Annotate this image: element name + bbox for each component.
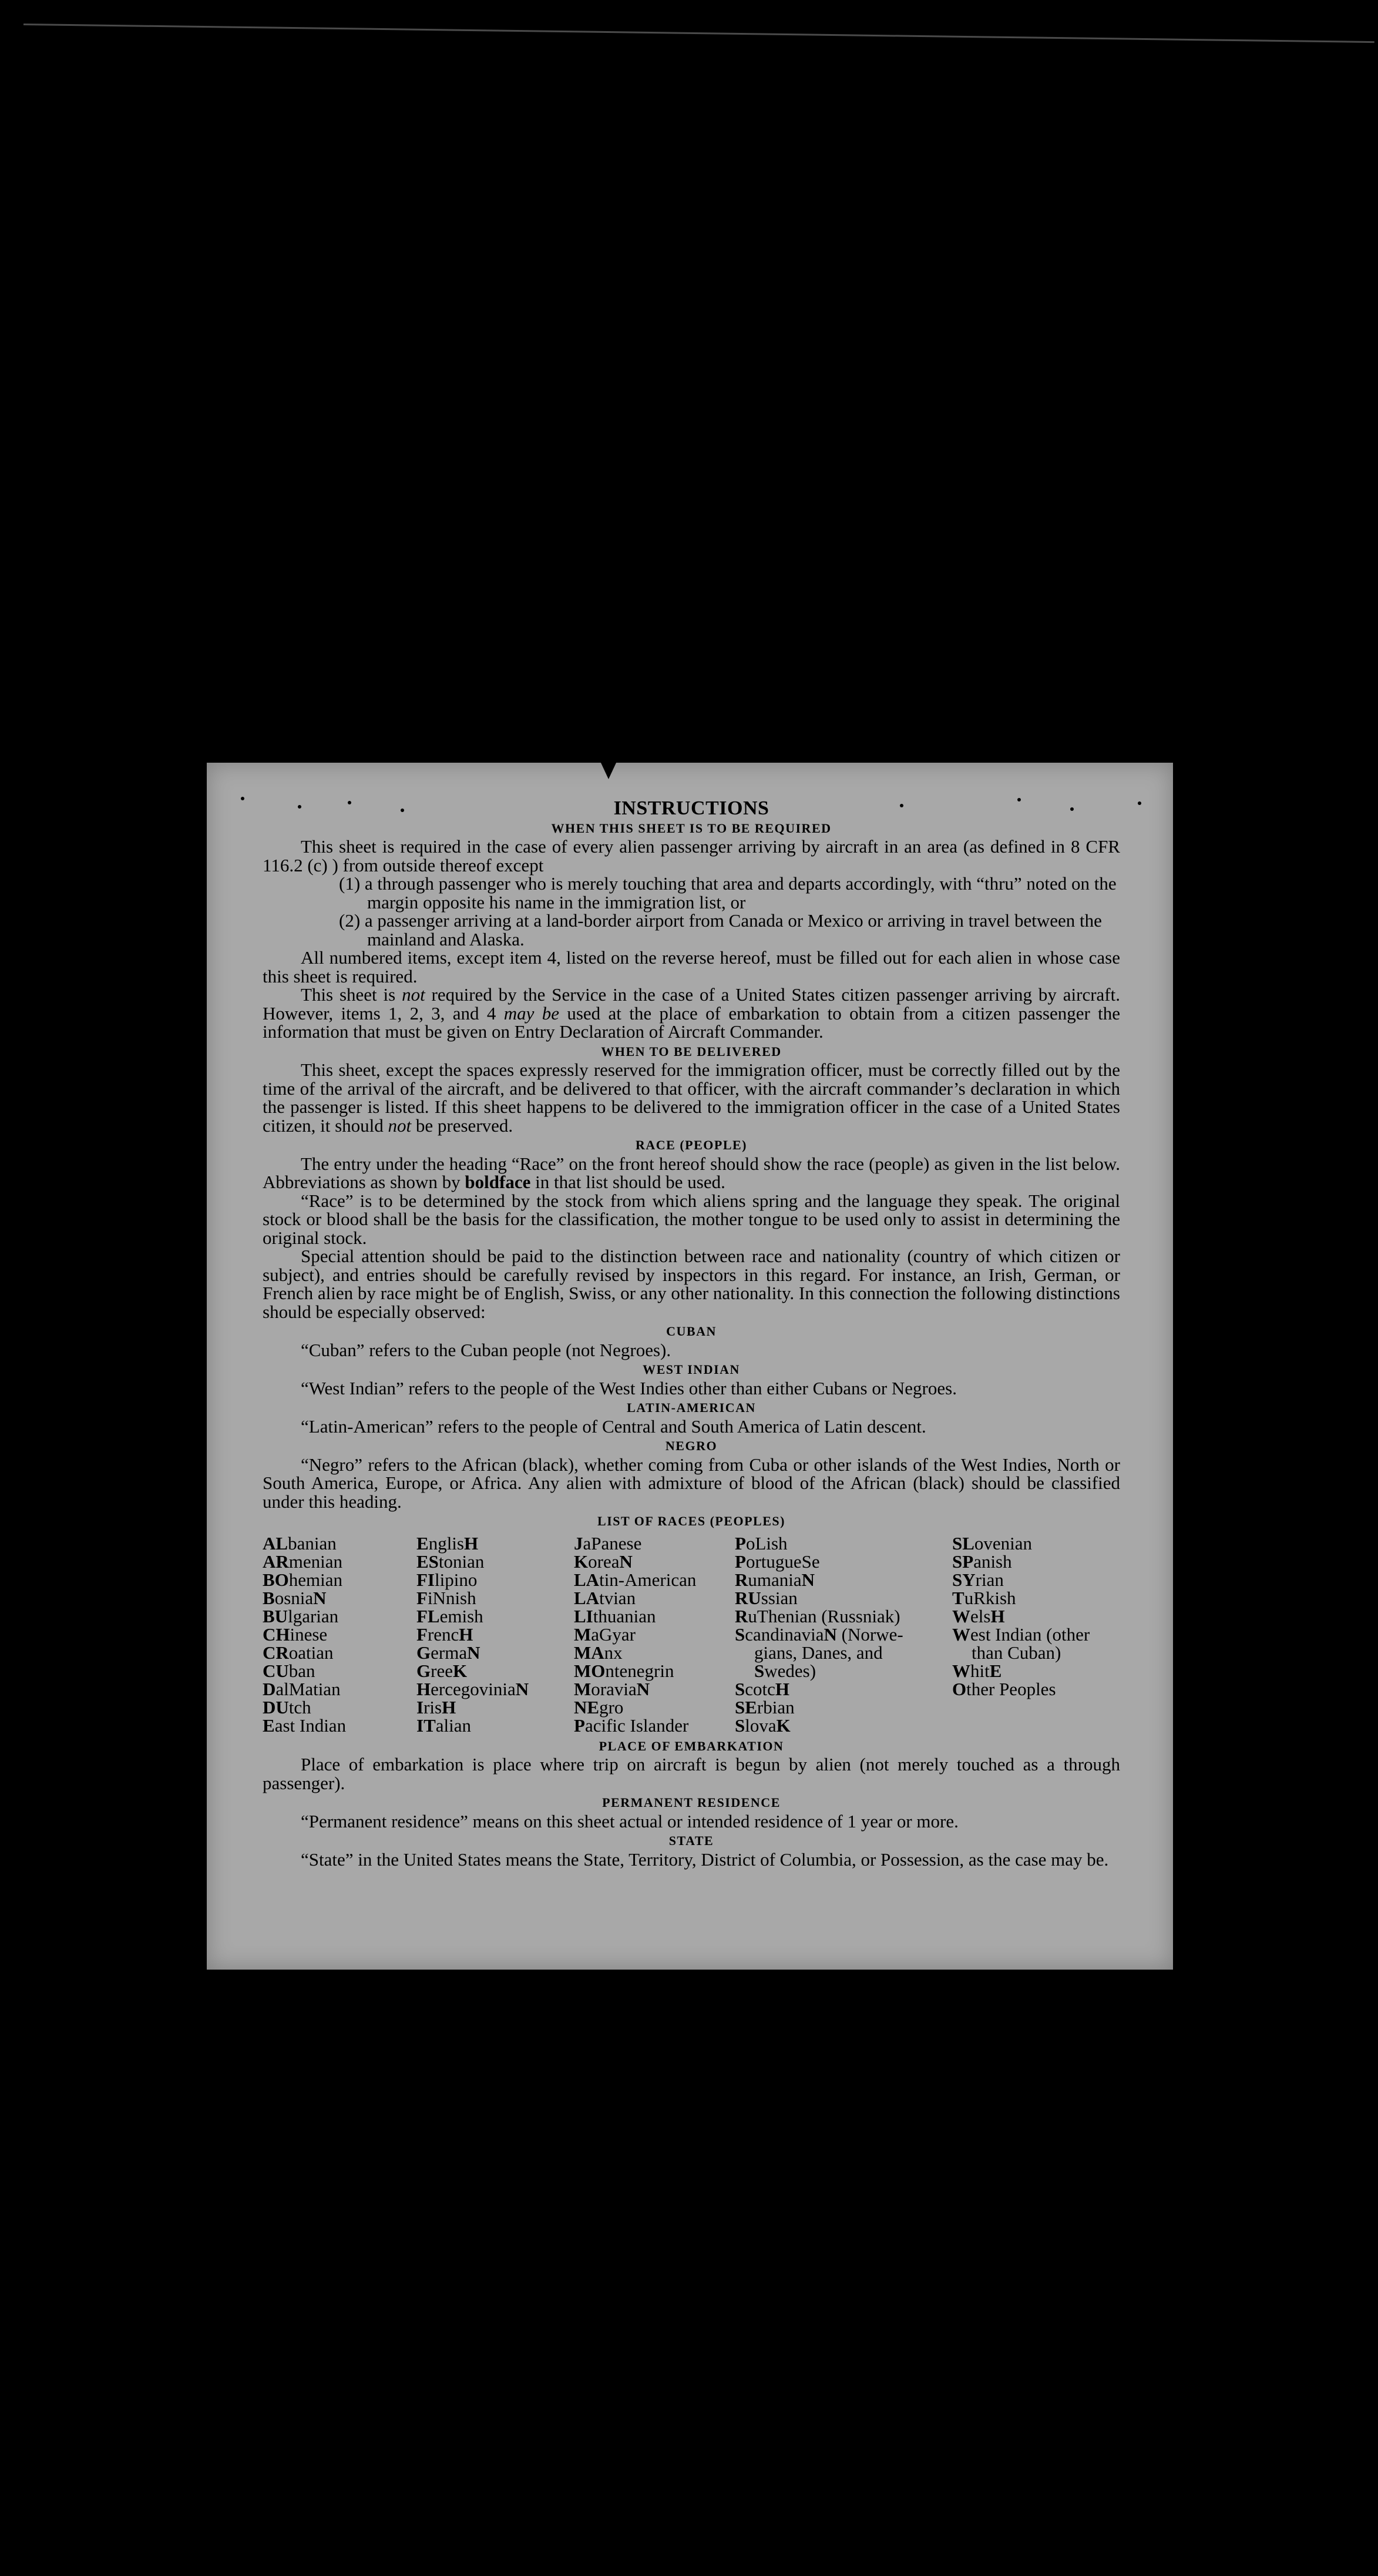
text-span: This sheet is — [301, 984, 402, 1005]
paragraph-citizen — [263, 985, 1120, 1041]
race-entry: East Indian — [263, 1715, 347, 1736]
instructions-text — [263, 799, 1120, 1869]
race-entry: FrencH — [416, 1624, 473, 1645]
race-entry: CHinese — [263, 1624, 328, 1645]
race-entry: ALbanian — [263, 1532, 337, 1554]
exception-item-1: (1) a through passenger who is merely touching that area and departs accordingly, with “thru” noted on the margin opposite his name in the immigration list, or — [339, 873, 1117, 913]
race-entry: JaPanese — [574, 1532, 642, 1554]
race-entry: CUban — [263, 1660, 315, 1681]
paragraph-race-entry — [263, 1155, 1120, 1192]
paragraph-west-indian: “West Indian” refers to the people of the West Indies other than either Cubans or Negroes. — [301, 1377, 957, 1398]
race-entry: RumaniaN — [735, 1569, 815, 1590]
race-entry: WelsH — [952, 1605, 1005, 1626]
race-entry: CRoatian — [263, 1642, 334, 1663]
race-entry: BosniaN — [263, 1587, 327, 1608]
paragraph-delivered — [263, 1061, 1120, 1135]
heading-place-of-embarkation: PLACE OF EMBARKATION — [599, 1738, 784, 1753]
text-span: be preserved. — [411, 1115, 513, 1136]
heading-negro: NEGRO — [665, 1438, 718, 1453]
race-entry: IrisH — [416, 1696, 456, 1718]
race-entry: SErbian — [735, 1696, 795, 1718]
heading-when-delivered: WHEN TO BE DELIVERED — [601, 1044, 782, 1059]
paragraph-latin-american: “Latin-American” refers to the people of Central and South America of Latin descent. — [301, 1416, 926, 1437]
race-entry: Other Peoples — [952, 1678, 1056, 1699]
paper-speck — [1138, 801, 1141, 805]
heading-west-indian: WEST INDIAN — [643, 1362, 740, 1377]
race-entry: MAnx — [574, 1642, 623, 1663]
race-entry: FiNnish — [416, 1587, 476, 1608]
heading-latin-american: LATIN-AMERICAN — [627, 1400, 756, 1415]
race-entry: SYrian — [952, 1569, 1004, 1590]
paragraph-embarkation: Place of embarkation is place where trip on aircraft is begun by alien (not merely touched as a through passenger). — [263, 1754, 1120, 1793]
paragraph-required: This sheet is required in the case of every alien passenger arriving by aircraft in an area (as defined in 8 CFR 116.2 (c) ) from outside thereof except — [263, 836, 1120, 876]
paragraph-residence: “Permanent residence” means on this sheet actual or intended residence of 1 year or more. — [301, 1810, 959, 1832]
race-entry: NEgro — [574, 1696, 624, 1718]
text-span: The entry under the heading “Race” on the front hereof should show the race (people) as given in the list below. Abbreviations as shown by — [263, 1153, 1120, 1192]
scanner-edge-line — [23, 24, 1374, 43]
race-entry: GermaN — [416, 1642, 480, 1663]
race-entry: Pacific Islander — [574, 1715, 689, 1736]
race-entry: MOntenegrin — [574, 1660, 674, 1681]
paragraph-special-attention: Special attention should be paid to the distinction between race and nationality (country of which citizen or subject), and entries should be carefully revised by inspectors in this regard. For instance, an Irish, German, or French alien by race might be of English, Swiss, or any other nationality. In this connection the following distinctions should be especially observed: — [263, 1246, 1120, 1322]
race-entry: LIthuanian — [574, 1605, 656, 1626]
races-column-4 — [735, 1534, 952, 1735]
exception-item-2: (2) a passenger arriving at a land-border airport from Canada or Mexico or arriving in travel between the mainland and Alaska. — [339, 910, 1102, 950]
race-entry: HercegoviniaN — [416, 1678, 529, 1699]
race-entry: than Cuban) — [972, 1642, 1061, 1663]
race-entry: DalMatian — [263, 1678, 341, 1699]
race-entry: SLovenian — [952, 1532, 1033, 1554]
italic-span: not — [388, 1115, 412, 1136]
race-entry: FIlipino — [416, 1569, 478, 1590]
race-entry: FLemish — [416, 1605, 483, 1626]
race-entry: ITalian — [416, 1715, 471, 1736]
race-entry: gians, Danes, and — [754, 1642, 883, 1663]
paragraph-race-determined: “Race” is to be determined by the stock from which aliens spring and the language they speak. The original stock or blood shall be the basis for the classification, the mother tongue to be used only to assist in determining the original stock. — [263, 1190, 1120, 1248]
heading-permanent-residence: PERMANENT RESIDENCE — [602, 1795, 781, 1810]
races-column-5 — [952, 1534, 1120, 1735]
heading-when-required: WHEN THIS SHEET IS TO BE REQUIRED — [551, 820, 832, 836]
race-entry: RUssian — [735, 1587, 798, 1608]
text-span: This sheet, except the spaces expressly reserved for the immigration officer, must be correctly filled out by the time of the arrival of the aircraft, and be delivered to that officer, with the aircraft commander’s declaration in which the passenger is listed. If this sheet happens to be delivered to the immigration officer in the case of a United States citizen, it should — [263, 1059, 1120, 1136]
races-column-1 — [263, 1534, 416, 1735]
text-span: in that list should be used. — [530, 1172, 725, 1192]
race-entry: SPanish — [952, 1551, 1012, 1572]
races-column-2 — [416, 1534, 574, 1735]
race-entry: KoreaN — [574, 1551, 633, 1572]
race-entry: WhitE — [952, 1660, 1002, 1681]
text-span: used at the place of embarkation to obtain from a citizen passenger the information that must be given on Entry Declaration of Aircraft Commander. — [263, 1002, 1121, 1042]
paragraph-cuban: “Cuban” refers to the Cuban people (not Negroes). — [301, 1339, 671, 1360]
race-entry: PoLish — [735, 1532, 788, 1554]
race-entry: BOhemian — [263, 1569, 343, 1590]
race-entry: SlovaK — [735, 1715, 791, 1736]
race-entry: MaGyar — [574, 1624, 636, 1645]
race-entry: DUtch — [263, 1696, 311, 1718]
race-entry: BUlgarian — [263, 1605, 339, 1626]
heading-list-of-races: LIST OF RACES (PEOPLES) — [597, 1514, 785, 1528]
page-title: INSTRUCTIONS — [613, 797, 769, 819]
heading-state: STATE — [668, 1833, 714, 1848]
italic-span: may be — [503, 1002, 559, 1024]
race-entry: PortugueSe — [735, 1551, 820, 1572]
race-entry: MoraviaN — [574, 1678, 650, 1699]
text-span: required by the Service in the case of a United States citizen passenger arriving by aircraft. However, items 1, 2, 3, and 4 — [263, 984, 1120, 1024]
paragraph-state: “State” in the United States means the State, Territory, District of Columbia, or Possession, as the case may be. — [301, 1849, 1109, 1870]
race-entry: LAtvian — [574, 1587, 636, 1608]
race-entry: TuRkish — [952, 1587, 1016, 1608]
paper-speck — [241, 797, 244, 800]
race-entry: Swedes) — [754, 1660, 816, 1681]
race-entry: LAtin-American — [574, 1569, 697, 1590]
race-entry: EnglisH — [416, 1532, 479, 1554]
races-list — [263, 1534, 1120, 1735]
italic-span: not — [402, 984, 425, 1005]
race-entry: EStonian — [416, 1551, 485, 1572]
bold-span: boldface — [465, 1172, 531, 1192]
race-entry: RuThenian (Russniak) — [735, 1605, 900, 1626]
race-entry: GreeK — [416, 1660, 468, 1681]
heading-race: RACE (PEOPLE) — [636, 1138, 747, 1152]
races-column-3 — [574, 1534, 735, 1735]
race-entry: ScandinaviaN (Norwe- — [735, 1624, 903, 1645]
race-entry: ARmenian — [263, 1551, 343, 1572]
race-entry: West Indian (other — [952, 1624, 1090, 1645]
race-entry: ScotcH — [735, 1678, 790, 1699]
heading-cuban: CUBAN — [666, 1324, 717, 1339]
sheet-notch — [600, 762, 617, 779]
instruction-sheet — [207, 763, 1173, 1970]
paragraph-numbered-items: All numbered items, except item 4, listed on the reverse hereof, must be filled out for each alien in whose case this sheet is required. — [263, 947, 1120, 987]
paragraph-negro: “Negro” refers to the African (black), whether coming from Cuba or other islands of the West Indies, North or South America, Europe, or Africa. Any alien with admixture of blood of the African (black) should be classified under this heading. — [263, 1454, 1120, 1512]
